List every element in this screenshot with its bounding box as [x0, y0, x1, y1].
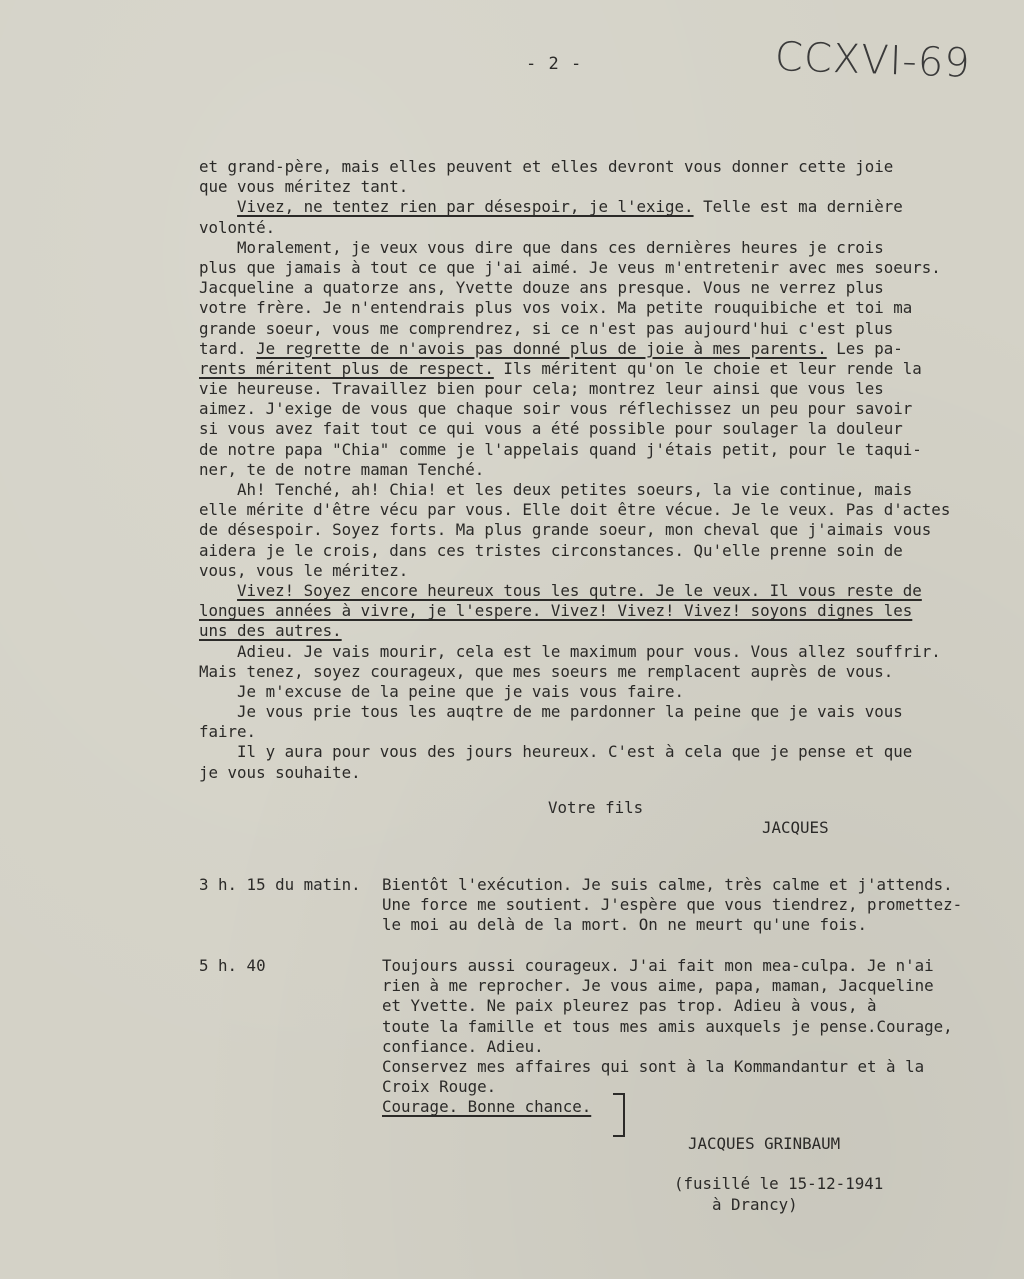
letter-line [199, 500, 1019, 520]
letter-underlined-text: rents méritent plus de respect. [199, 358, 494, 378]
letter-text: plus que jamais à tout ce que j'ai aimé. Je veus m'entretenir avec mes soeurs. [199, 257, 941, 277]
letter-underlined-text: longues années à vivre, je l'espere. Vivez! Vivez! Vivez! soyons dignes les [199, 601, 913, 621]
letter-line [199, 722, 1019, 742]
letter-line [199, 621, 1019, 641]
letter-line [199, 742, 1019, 762]
letter-line [199, 581, 1019, 601]
letter-text: vous, vous le méritez. [199, 560, 409, 580]
letter-line [199, 319, 1019, 339]
letter-text: aimez. J'exige de vous que chaque soir vous réflechissez un peu pour savoir [199, 399, 913, 419]
letter-line [199, 520, 1019, 540]
postscript-2-line: Toujours aussi courageux. J'ai fait mon mea-culpa. Je n'ai [382, 956, 934, 975]
postscript-1-line: Une force me soutient. J'espère que vous tiendrez, promettez- [382, 895, 963, 915]
postscript-2-underlined-line: Courage. Bonne chance. [382, 1097, 592, 1117]
letter-text: vie heureuse. Travaillez bien pour cela; montrez leur ainsi que vous les [199, 379, 884, 399]
postscript-1-line: le moi au delà de la mort. On ne meurt qu'une fois. [382, 915, 868, 935]
letter-line [199, 682, 1019, 702]
letter-text: grande soeur, vous me comprendrez, si ce n'est pas aujourd'hui c'est plus [199, 318, 894, 338]
signature-first-name: JACQUES [762, 818, 829, 837]
letter-line-lead [199, 581, 237, 600]
execution-note-line-2: à Drancy) [712, 1195, 798, 1214]
letter-underlined-text: Vivez, ne tentez rien par désespoir, je l'exige. [237, 197, 694, 217]
letter-body [199, 157, 1019, 783]
letter-text: et grand-père, mais elles peuvent et elles devront vous donner cette joie [199, 157, 894, 176]
letter-line [199, 662, 1019, 682]
letter-text: Jacqueline a quatorze ans, Yvette douze ans presque. Vous ne verrez plus [199, 278, 884, 298]
letter-text: Telle est ma dernière [693, 197, 903, 217]
letter-text: Je m'excuse de la peine que je vais vous faire. [199, 681, 685, 701]
letter-text: elle mérite d'être vécu par vous. Elle doit être vécue. Je le veux. Pas d'actes [199, 500, 951, 520]
letter-line-lead [199, 197, 237, 216]
closing-line: Votre fils [548, 798, 644, 817]
letter-text: Je vous prie tous les auqtre de me pardonner la peine que je vais vous [199, 702, 903, 722]
postscript-2-line: rien à me reprocher. Je vous aime, papa, maman, Jacqueline [382, 976, 934, 996]
letter-text: que vous méritez tant. [199, 177, 409, 197]
letter-text: je vous souhaite. [199, 762, 361, 782]
letter-text: Il y aura pour vous des jours heureux. C'est à cela que je pense et que [199, 742, 913, 762]
letter-text: Adieu. Je vais mourir, cela est le maximum pour vous. Vous allez souffrir. [199, 641, 941, 661]
postscript-2-line: Conservez mes affaires qui sont à la Kommandantur et à la [382, 1056, 925, 1076]
bracket-mark [613, 1093, 625, 1137]
letter-line [199, 359, 1019, 379]
letter-line [199, 440, 1019, 460]
letter-text: Moralement, je veux vous dire que dans ces dernières heures je crois [199, 237, 884, 257]
letter-text: Ils méritent qu'on le choie et leur rende la [493, 358, 922, 378]
letter-line [199, 157, 1019, 177]
postscript-2-line: Croix Rouge. [382, 1077, 497, 1097]
archive-reference-handwritten: CCXVI-69 [774, 34, 972, 87]
postscript-1-line: Bientôt l'exécution. Je suis calme, très calme et j'attends. [382, 875, 953, 894]
letter-underlined-text: uns des autres. [199, 621, 342, 641]
letter-text: ner, te de notre maman Tenché. [199, 459, 485, 479]
letter-line [199, 399, 1019, 419]
letter-line [199, 601, 1019, 621]
letter-text: aidera je le crois, dans ces tristes circonstances. Qu'elle prenne soin de [199, 540, 903, 560]
letter-text: votre frère. Je n'entendrais plus vos voix. Ma petite rouquibiche et toi ma [199, 298, 913, 318]
letter-line [199, 238, 1019, 258]
letter-line [199, 197, 1019, 217]
letter-line [199, 298, 1019, 318]
letter-line [199, 419, 1019, 439]
letter-text: de désespoir. Soyez forts. Ma plus grande soeur, mon cheval que j'aimais vous [199, 520, 932, 540]
letter-text: Ah! Tenché, ah! Chia! et les deux petites soeurs, la vie continue, mais [199, 480, 913, 499]
postscript-2-time: 5 h. 40 [199, 956, 266, 975]
postscript-2-line: toute la famille et tous mes amis auxquels je pense.Courage, [382, 1016, 953, 1036]
letter-line [199, 379, 1019, 399]
letter-line [199, 258, 1019, 278]
letter-line [199, 339, 1019, 359]
letter-text: de notre papa "Chia" comme je l'appelais quand j'étais petit, pour le taqui- [199, 439, 922, 459]
postscript-2-line: confiance. Adieu. [382, 1036, 544, 1056]
postscript-1-time: 3 h. 15 du matin. [199, 875, 361, 894]
signature-full-name: JACQUES GRINBAUM [688, 1134, 841, 1153]
letter-line [199, 278, 1019, 298]
postscript-2-line: et Yvette. Ne paix pleurez pas trop. Adieu à vous, à [382, 996, 877, 1016]
letter-line-lead: tard. [199, 338, 257, 358]
letter-line [199, 541, 1019, 561]
letter-line [199, 763, 1019, 783]
execution-note-line-1: (fusillé le 15-12-1941 [674, 1174, 884, 1193]
letter-underlined-text: Je regrette de n'avois pas donné plus de joie à mes parents. [256, 338, 827, 358]
letter-line [199, 218, 1019, 238]
page-number: - 2 - [526, 54, 583, 74]
letter-line [199, 177, 1019, 197]
letter-line [199, 702, 1019, 722]
letter-line [199, 480, 1019, 500]
letter-line [199, 561, 1019, 581]
letter-underlined-text: Vivez! Soyez encore heureux tous les qutre. Je le veux. Il vous reste de [237, 580, 922, 600]
letter-text: si vous avez fait tout ce qui vous a été possible pour soulager la douleur [199, 419, 903, 439]
letter-text: Mais tenez, soyez courageux, que mes soeurs me remplacent auprès de vous. [199, 661, 894, 681]
letter-text: Les pa- [826, 338, 903, 358]
letter-text: volonté. [199, 217, 276, 237]
letter-line [199, 460, 1019, 480]
letter-line [199, 642, 1019, 662]
letter-text: faire. [199, 722, 257, 742]
